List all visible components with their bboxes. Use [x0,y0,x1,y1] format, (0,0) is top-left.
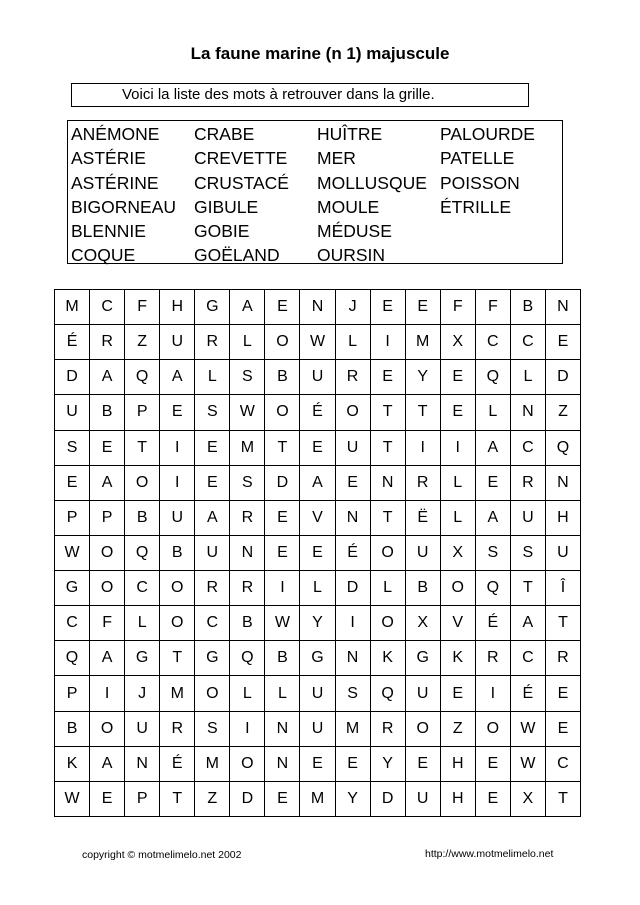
grid-cell: B [125,501,160,536]
grid-cell: O [406,712,441,747]
grid-cell: W [55,782,90,817]
grid-cell: É [336,536,371,571]
grid-cell: L [125,606,160,641]
grid-cell: É [160,747,195,782]
grid-cell: O [90,536,125,571]
grid-cell: Z [195,782,230,817]
letter-grid [54,289,581,817]
grid-cell: G [406,641,441,676]
grid-cell: R [336,360,371,395]
grid-cell: R [511,466,546,501]
grid-cell: C [546,747,581,782]
grid-cell: É [511,676,546,711]
grid-cell: B [230,606,265,641]
grid-cell: D [336,571,371,606]
grid-cell: A [300,466,335,501]
grid-cell: Z [125,325,160,360]
grid-cell: S [511,536,546,571]
grid-cell: O [371,536,406,571]
grid-cell: U [160,501,195,536]
grid-cell: U [300,712,335,747]
grid-cell: O [90,712,125,747]
grid-cell: B [160,536,195,571]
grid-cell: Q [125,360,160,395]
grid-cell: I [160,466,195,501]
grid-cell: Q [55,641,90,676]
grid-cell: B [406,571,441,606]
grid-cell: R [476,641,511,676]
grid-cell: O [160,606,195,641]
grid-cell: K [441,641,476,676]
word-item: MOLLUSQUE [317,172,427,193]
grid-cell: G [125,641,160,676]
grid-cell: A [90,747,125,782]
grid-cell: W [55,536,90,571]
copyright-text: copyright © motmelimelo.net 2002 [82,849,242,861]
grid-cell: N [125,747,160,782]
word-column-3 [317,122,427,268]
grid-cell: Y [406,360,441,395]
grid-cell: E [90,431,125,466]
grid-cell: O [160,571,195,606]
grid-cell: L [230,325,265,360]
grid-cell: É [476,606,511,641]
grid-cell: P [55,676,90,711]
grid-cell: E [300,431,335,466]
grid-cell: D [265,466,300,501]
grid-cell: Y [371,747,406,782]
grid-cell: W [300,325,335,360]
grid-cell: U [300,676,335,711]
grid-cell: T [546,606,581,641]
grid-cell: U [300,360,335,395]
site-url: http://www.motmelimelo.net [425,848,554,860]
grid-cell: I [230,712,265,747]
grid-cell: Q [230,641,265,676]
word-column-1 [71,122,176,268]
grid-cell: T [371,395,406,430]
word-item: COQUE [71,245,136,266]
grid-cell: M [336,712,371,747]
word-item: PALOURDE [440,124,535,144]
word-item: GOËLAND [194,245,280,266]
grid-cell: N [371,466,406,501]
grid-cell: N [336,501,371,536]
grid-cell: T [265,431,300,466]
grid-cell: H [441,747,476,782]
grid-cell: E [406,290,441,325]
grid-cell: A [476,431,511,466]
grid-cell: D [230,782,265,817]
grid-cell: E [265,536,300,571]
instructions-text: Voici la liste des mots à retrouver dans la grille. [122,86,435,103]
grid-cell: N [336,641,371,676]
grid-cell: E [476,466,511,501]
grid-cell: S [476,536,511,571]
grid-cell: P [125,395,160,430]
grid-cell: C [55,606,90,641]
grid-cell: Y [336,782,371,817]
grid-cell: O [265,325,300,360]
grid-cell: E [336,747,371,782]
grid-cell: I [441,431,476,466]
grid-cell: A [195,501,230,536]
grid-cell: U [406,536,441,571]
grid-cell: O [265,395,300,430]
grid-cell: G [300,641,335,676]
grid-cell: J [125,676,160,711]
word-item: CRABE [194,124,255,144]
grid-cell: K [371,641,406,676]
grid-cell: L [265,676,300,711]
grid-cell: N [230,536,265,571]
grid-cell: R [160,712,195,747]
grid-cell: B [511,290,546,325]
grid-cell: R [406,466,441,501]
grid-cell: L [511,360,546,395]
grid-cell: X [441,325,476,360]
grid-cell: J [336,290,371,325]
grid-cell: Q [476,360,511,395]
grid-cell: E [546,325,581,360]
grid-cell: O [476,712,511,747]
word-item: OURSIN [317,245,386,266]
grid-cell: T [371,431,406,466]
grid-cell: E [55,466,90,501]
grid-cell: X [406,606,441,641]
grid-cell: L [371,571,406,606]
instructions-box [71,83,529,107]
grid-cell: R [90,325,125,360]
grid-cell: S [230,360,265,395]
grid-cell: I [406,431,441,466]
grid-cell: U [546,536,581,571]
grid-cell: C [476,325,511,360]
grid-cell: E [300,536,335,571]
grid-cell: Z [441,712,476,747]
grid-cell: E [476,782,511,817]
grid-cell: T [160,641,195,676]
grid-cell: U [336,431,371,466]
grid-cell: D [371,782,406,817]
grid-cell: E [195,431,230,466]
grid-cell: Î [546,571,581,606]
grid-cell: G [195,641,230,676]
grid-cell: E [265,290,300,325]
grid-cell: A [230,290,265,325]
grid-cell: T [406,395,441,430]
grid-cell: M [300,782,335,817]
grid-cell: S [55,431,90,466]
grid-cell: É [300,395,335,430]
grid-cell: B [90,395,125,430]
grid-cell: E [336,466,371,501]
grid-cell: E [546,712,581,747]
grid-cell: A [90,641,125,676]
word-item: MÉDUSE [317,221,392,242]
grid-cell: B [265,360,300,395]
grid-cell: M [55,290,90,325]
word-item: MOULE [317,196,380,217]
word-item: PATELLE [440,148,515,169]
grid-cell: P [90,501,125,536]
grid-cell: É [55,325,90,360]
grid-cell: Q [371,676,406,711]
grid-cell: G [55,571,90,606]
grid-cell: R [195,571,230,606]
grid-cell: T [371,501,406,536]
word-item: CREVETTE [194,148,288,169]
word-item: ÉTRILLE [440,196,511,217]
grid-cell: X [441,536,476,571]
grid-cell: N [546,290,581,325]
grid-cell: D [546,360,581,395]
grid-cell: V [300,501,335,536]
grid-cell: E [476,747,511,782]
grid-cell: M [406,325,441,360]
grid-cell: L [230,676,265,711]
grid-cell: R [230,501,265,536]
word-item: GOBIE [194,221,250,242]
grid-cell: C [511,641,546,676]
grid-cell: E [441,395,476,430]
grid-cell: E [546,676,581,711]
grid-cell: O [230,747,265,782]
grid-cell: I [371,325,406,360]
grid-cell: F [125,290,160,325]
grid-cell: I [336,606,371,641]
grid-cell: I [476,676,511,711]
grid-cell: T [125,431,160,466]
grid-cell: C [90,290,125,325]
grid-cell: U [195,536,230,571]
grid-cell: B [265,641,300,676]
grid-cell: E [441,360,476,395]
grid-cell: X [511,782,546,817]
grid-cell: E [371,290,406,325]
grid-cell: R [230,571,265,606]
word-item: ANÉMONE [71,124,160,144]
grid-cell: E [441,676,476,711]
word-list [67,120,563,264]
word-item: BIGORNEAU [71,196,177,217]
page-title: La faune marine (n 1) majuscule [190,44,450,63]
grid-cell: C [511,431,546,466]
grid-cell: E [300,747,335,782]
grid-cell: L [441,466,476,501]
grid-cell: W [511,747,546,782]
grid-cell: O [195,676,230,711]
grid-cell: S [195,395,230,430]
grid-cell: A [476,501,511,536]
grid-cell: O [371,606,406,641]
grid-cell: N [265,747,300,782]
grid-cell: G [195,290,230,325]
grid-cell: N [511,395,546,430]
grid-cell: Y [300,606,335,641]
grid-cell: A [90,360,125,395]
grid-cell: P [125,782,160,817]
grid-cell: W [511,712,546,747]
word-item: HUÎTRE [317,124,383,144]
grid-cell: M [230,431,265,466]
word-item: GIBULE [194,196,259,217]
grid-cell: M [160,676,195,711]
grid-cell: C [195,606,230,641]
grid-cell: U [160,325,195,360]
grid-cell: R [195,325,230,360]
grid-cell: L [441,501,476,536]
grid-cell: D [55,360,90,395]
grid-cell: M [195,747,230,782]
grid-cell: S [230,466,265,501]
grid-cell: I [90,676,125,711]
grid-cell: L [300,571,335,606]
grid-cell: P [55,501,90,536]
grid-cell: E [265,782,300,817]
grid-cell: S [195,712,230,747]
grid-cell: Z [546,395,581,430]
grid-cell: V [441,606,476,641]
grid-cell: U [55,395,90,430]
grid-cell: U [406,676,441,711]
grid-cell: O [125,466,160,501]
grid-cell: W [265,606,300,641]
grid-cell: E [406,747,441,782]
grid-cell: H [160,290,195,325]
grid-cell: Ë [406,501,441,536]
grid-cell: F [441,290,476,325]
grid-cell: C [511,325,546,360]
grid-cell: L [476,395,511,430]
grid-cell: N [265,712,300,747]
grid-cell: O [336,395,371,430]
grid-cell: N [546,466,581,501]
grid-cell: O [90,571,125,606]
grid-cell: U [511,501,546,536]
grid-cell: L [336,325,371,360]
word-column-2 [194,122,289,268]
grid-cell: I [160,431,195,466]
grid-cell: A [511,606,546,641]
grid-cell: R [546,641,581,676]
word-item: CRUSTACÉ [194,172,289,193]
grid-cell: E [160,395,195,430]
grid-cell: R [371,712,406,747]
grid-cell: S [336,676,371,711]
grid-cell: A [160,360,195,395]
grid-cell: F [90,606,125,641]
word-item: POISSON [440,172,520,193]
grid-cell: E [371,360,406,395]
grid-cell: K [55,747,90,782]
grid-cell: E [195,466,230,501]
grid-cell: Q [546,431,581,466]
grid-cell: N [300,290,335,325]
grid-cell: Q [476,571,511,606]
word-item: MER [317,148,356,169]
grid-cell: H [441,782,476,817]
grid-cell: F [476,290,511,325]
grid-cell: E [90,782,125,817]
grid-cell: O [441,571,476,606]
grid-cell: A [90,466,125,501]
grid-cell: T [546,782,581,817]
grid-cell: T [160,782,195,817]
word-item: ASTÉRIE [71,148,146,169]
grid-cell: Q [125,536,160,571]
grid-cell: W [230,395,265,430]
grid-cell: E [265,501,300,536]
word-item: BLENNIE [71,221,146,242]
grid-cell: C [125,571,160,606]
grid-cell: L [195,360,230,395]
grid-cell: U [406,782,441,817]
grid-cell: I [265,571,300,606]
grid-cell: U [125,712,160,747]
grid-cell: T [511,571,546,606]
word-item: ASTÉRINE [71,172,159,193]
grid-cell: H [546,501,581,536]
word-column-4 [440,122,535,219]
grid-cell: B [55,712,90,747]
